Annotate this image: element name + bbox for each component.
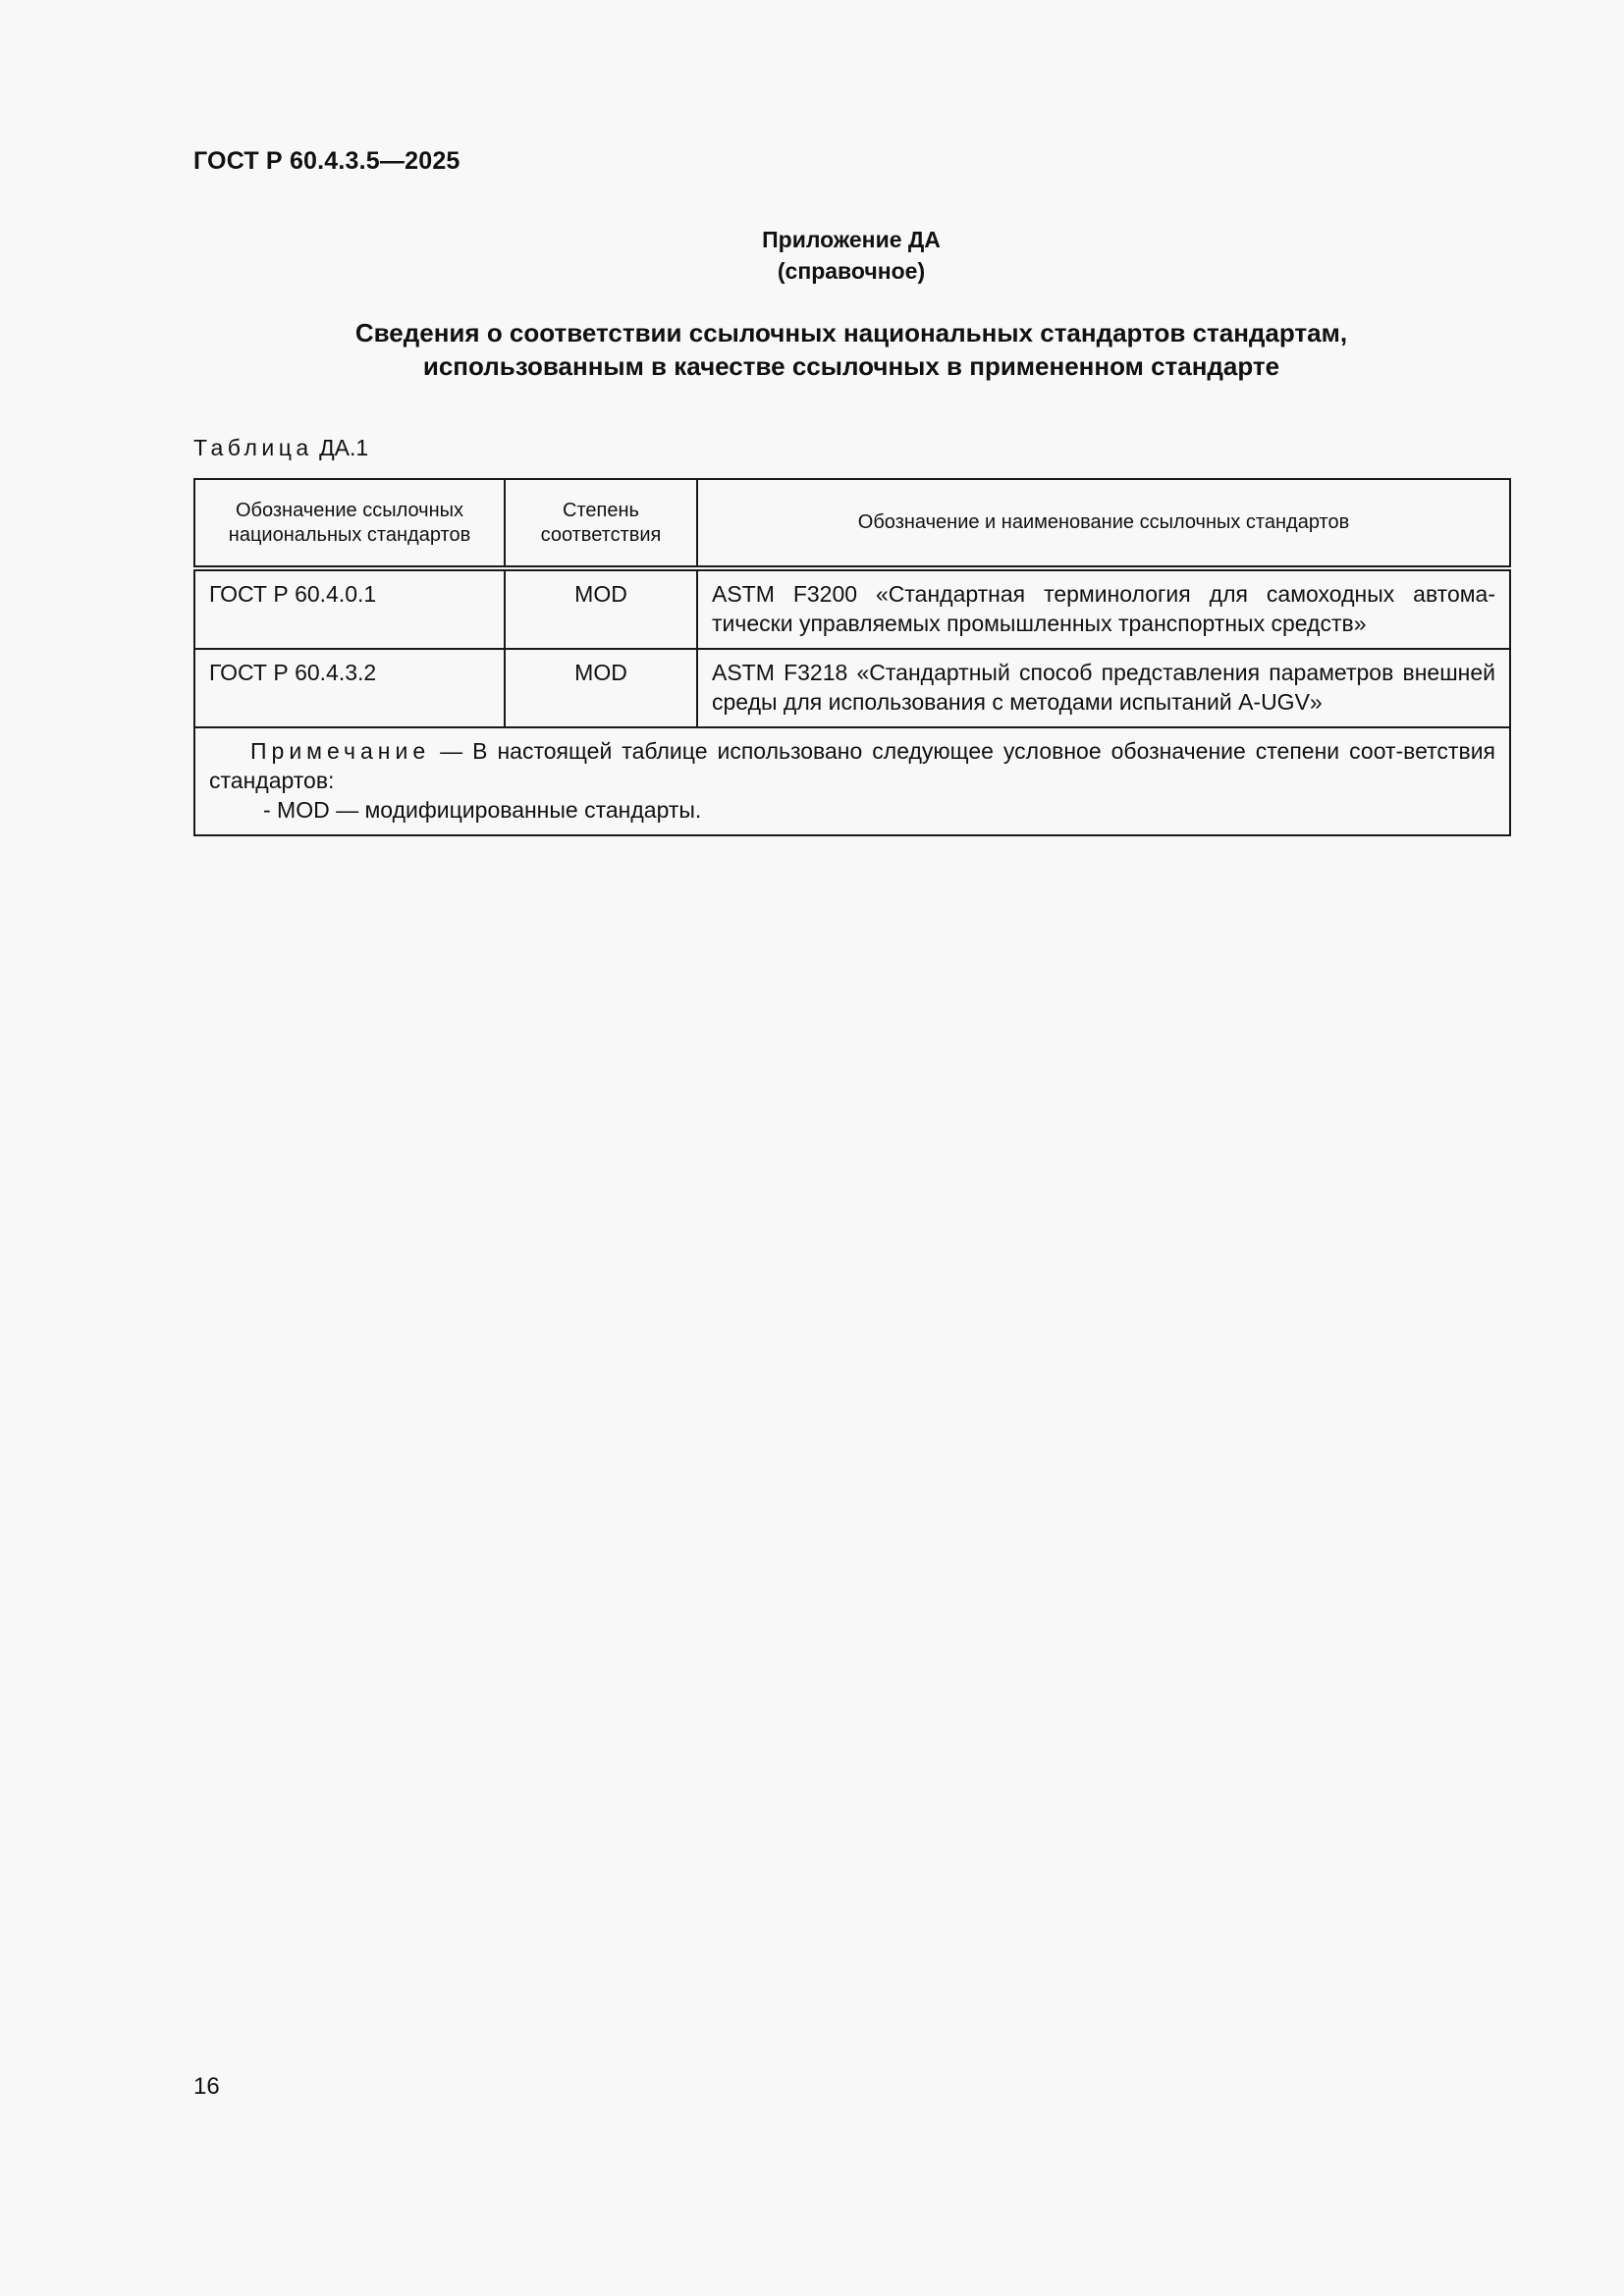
reference-standard-name: ASTM F3218 «Стандартный способ представления параметров внешней среды для использования с методами испытаний A-UGV»	[697, 649, 1510, 727]
document-designation: ГОСТ Р 60.4.3.5—2025	[193, 147, 460, 175]
appendix-label: Приложение ДА	[762, 227, 941, 252]
note-item: - MOD — модифицированные стандарты.	[263, 797, 702, 823]
reference-standard-name: ASTM F3200 «Стандартная терминология для самоходных автома-тически управляемых промышленных транспортных средств»	[697, 568, 1510, 649]
header-national-standard: Обозначение ссылочных национальных стандартов	[194, 479, 505, 568]
degree-of-conformity: MOD	[505, 568, 697, 649]
appendix-title	[193, 316, 1509, 383]
note-label: Примечание	[250, 738, 431, 764]
note-paragraph	[209, 736, 1495, 795]
degree-of-conformity: MOD	[505, 649, 697, 727]
national-standard-code: ГОСТ Р 60.4.0.1	[194, 568, 505, 649]
reference-standards-table	[193, 478, 1511, 836]
table-row	[194, 568, 1510, 649]
appendix-type: (справочное)	[777, 258, 926, 284]
table-caption-word: Таблица	[193, 435, 313, 460]
appendix-heading	[193, 224, 1509, 287]
table-caption-number: ДА.1	[319, 435, 369, 460]
table-header-row	[194, 479, 1510, 568]
table-caption	[193, 435, 368, 461]
appendix-title-line-2: использованным в качестве ссылочных в примененном стандарте	[422, 351, 1280, 381]
header-reference-standard-name: Обозначение и наименование ссылочных стандартов	[697, 479, 1510, 568]
table-note	[194, 727, 1510, 835]
table-note-row	[194, 727, 1510, 835]
national-standard-code: ГОСТ Р 60.4.3.2	[194, 649, 505, 727]
table-row	[194, 649, 1510, 727]
header-degree-of-conformity: Степень соответствия	[505, 479, 697, 568]
appendix-title-line-1: Сведения о соответствии ссылочных национальных стандартов стандартам,	[354, 318, 1348, 347]
page-number: 16	[193, 2073, 220, 2100]
note-text: — В настоящей таблице использовано следующее условное обозначение степени соот-ветствия стандартов:	[209, 738, 1495, 793]
